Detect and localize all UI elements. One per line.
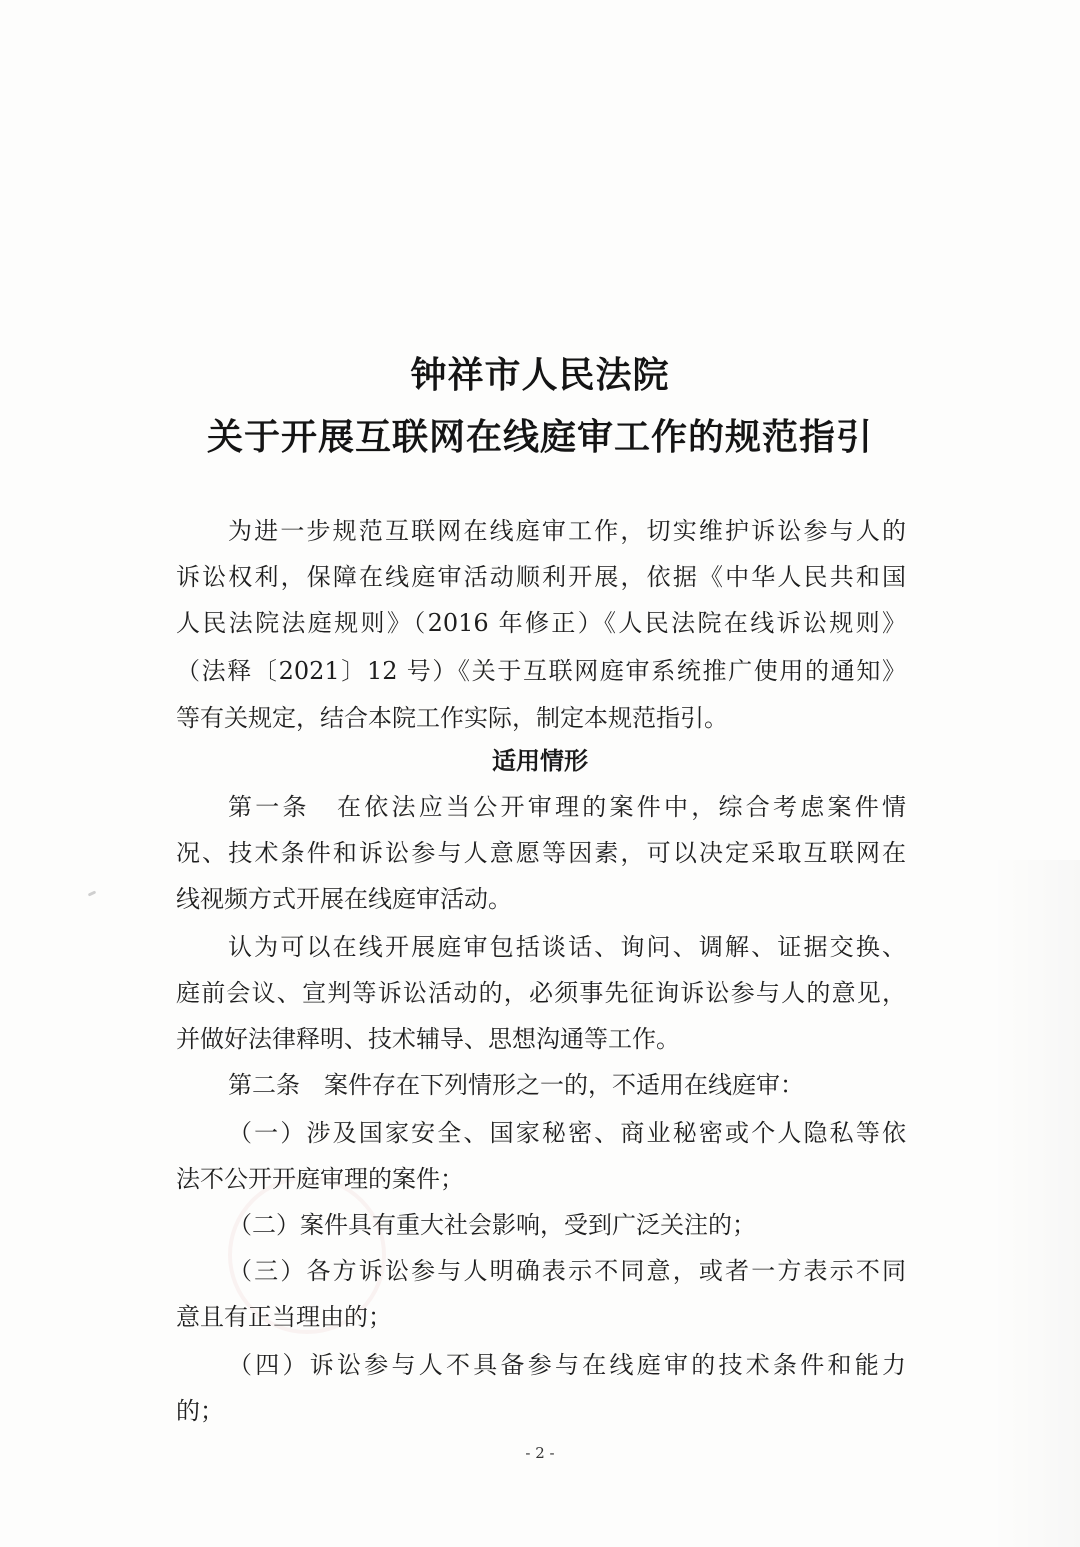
item-3-line: （三）各方诉讼参与人明确表示不同意，或者一方表示不同	[228, 1257, 906, 1285]
article-1-paragraph-2-line: 认为可以在线开展庭审包括谈话、询问、调解、证据交换、	[228, 933, 906, 961]
article-1-paragraph-2-line: 庭前会议、宣判等诉讼活动的，必须事先征询诉讼参与人的意见，	[176, 979, 906, 1007]
preamble-line: （法释〔2021〕12 号）《关于互联网庭审系统推广使用的通知》	[176, 657, 906, 685]
preamble-line: 人民法院法庭规则》（2016 年修正）《人民法院在线诉讼规则》	[176, 609, 906, 637]
document-title-line-1: 钟祥市人民法院	[410, 355, 670, 396]
article-1-line: 线视频方式开展在线庭审活动。	[176, 885, 512, 913]
scan-speck	[88, 890, 97, 896]
preamble-line: 为进一步规范互联网在线庭审工作，切实维护诉讼参与人的	[228, 517, 906, 545]
item-4-line: （四）诉讼参与人不具备参与在线庭审的技术条件和能力	[228, 1351, 906, 1379]
item-1-line: 法不公开开庭审理的案件；	[176, 1165, 464, 1193]
item-1-line: （一）涉及国家安全、国家秘密、商业秘密或个人隐私等依	[228, 1119, 906, 1147]
item-3-line: 意且有正当理由的；	[176, 1303, 392, 1331]
section-heading: 适用情形	[492, 747, 588, 775]
article-1-line: 第一条 在依法应当公开审理的案件中，综合考虑案件情	[228, 793, 906, 821]
item-4-line: 的；	[176, 1397, 224, 1425]
article-1-paragraph-2-line: 并做好法律释明、技术辅导、思想沟通等工作。	[176, 1025, 680, 1053]
item-2-line: （二）案件具有重大社会影响，受到广泛关注的；	[228, 1211, 756, 1239]
document-title-line-2: 关于开展互联网在线庭审工作的规范指引	[206, 417, 873, 458]
page-number: - 2 -	[525, 1444, 555, 1462]
article-2-line: 第二条 案件存在下列情形之一的，不适用在线庭审：	[228, 1071, 804, 1099]
preamble-line: 诉讼权利，保障在线庭审活动顺利开展，依据《中华人民共和国	[176, 563, 906, 591]
article-1-line: 况、技术条件和诉讼参与人意愿等因素，可以决定采取互联网在	[176, 839, 906, 867]
preamble-line: 等有关规定，结合本院工作实际，制定本规范指引。	[176, 704, 728, 732]
